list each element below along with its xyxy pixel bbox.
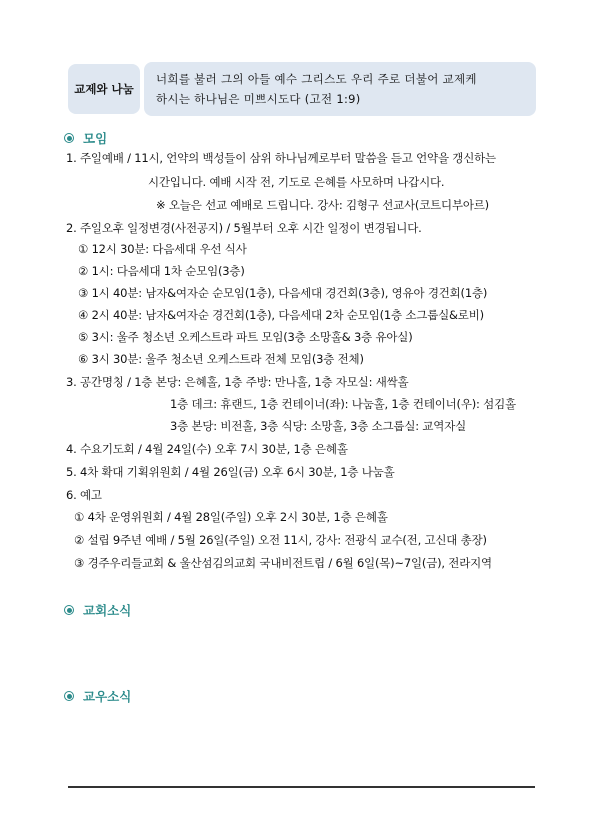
announcement-line: ① 4차 운영위원회 / 4월 28일(주일) 오후 2시 30분, 1층 은혜홀 [74, 510, 388, 524]
announcement-line: 3. 공간명칭 / 1층 본당: 은혜홀, 1층 주방: 만나홀, 1층 자모실: 새싹홀 [66, 375, 409, 389]
section-heading-meeting [64, 128, 107, 148]
bullet-circle-icon [64, 605, 74, 615]
announcement-line: ④ 2시 40분: 남자&여자순 경건회(1층), 다음세대 2차 순모임(1층 소그룹실&로비) [78, 308, 484, 322]
announcement-line: 6. 예고 [66, 488, 102, 502]
announcement-line: ⑥ 3시 30분: 울주 청소년 오케스트라 전체 모임(3층 전체) [78, 352, 364, 366]
section-heading-church-news [64, 600, 131, 620]
announcement-line: 1층 데크: 휴랜드, 1층 컨테이너(좌): 나눔홀, 1층 컨테이너(우): 섬김홀 [170, 397, 516, 411]
announcement-line: 1. 주일예배 / 11시, 언약의 백성들이 삼위 하나님께로부터 말씀을 듣고 언약을 갱신하는 [66, 151, 496, 165]
announcement-line: ※ 오늘은 선교 예배로 드립니다. 강사: 김형구 선교사(코트디부아르) [156, 198, 489, 212]
announcement-line: ② 설립 9주년 예배 / 5월 26일(주일) 오전 11시, 강사: 전광식 교수(전, 고신대 총장) [74, 533, 487, 547]
announcement-line: 시간입니다. 예배 시작 전, 기도로 은혜를 사모하며 나갑시다. [148, 175, 445, 189]
announcement-line: 5. 4차 확대 기획위원회 / 4월 26일(금) 오후 6시 30분, 1층 나눔홀 [66, 465, 395, 479]
verse-line-1: 너희를 불러 그의 아들 예수 그리스도 우리 주로 더불어 교제케 [156, 72, 477, 86]
announcement-line: ③ 경주우리들교회 & 울산섬김의교회 국내비전트립 / 6월 6일(목)~7일(금), 전라지역 [74, 556, 492, 570]
bottom-divider [68, 786, 535, 788]
announcement-line: ① 12시 30분: 다음세대 우선 식사 [78, 242, 247, 256]
section-tag-box [68, 64, 140, 114]
section-title: 교우소식 [83, 689, 132, 704]
announcement-line: ② 1시: 다음세대 1차 순모임(3층) [78, 264, 245, 278]
section-title: 교회소식 [83, 603, 132, 618]
section-title: 모임 [83, 131, 108, 146]
announcement-line: ⑤ 3시: 울주 청소년 오케스트라 파트 모임(3층 소망홀& 3층 유아실) [78, 330, 413, 344]
section-tag: 교제와 나눔 [74, 82, 134, 96]
announcement-line: 3층 본당: 비전홀, 3층 식당: 소망홀, 3층 소그룹실: 교역자실 [170, 419, 467, 433]
verse-line-2: 하시는 하나님은 미쁘시도다 (고전 1:9) [156, 92, 361, 106]
bullet-circle-icon [64, 691, 74, 701]
section-heading-member-news [64, 686, 131, 706]
announcement-line: 4. 수요기도회 / 4월 24일(수) 오후 7시 30분, 1층 은혜홀 [66, 442, 348, 456]
announcement-line: 2. 주일오후 일정변경(사전공지) / 5월부터 오후 시간 일정이 변경됩니다. [66, 221, 422, 235]
bullet-circle-icon [64, 133, 74, 143]
bible-verse-box [144, 62, 536, 116]
announcement-line: ③ 1시 40분: 남자&여자순 순모임(1층), 다음세대 경건회(3층), 영유아 경건회(1층) [78, 286, 488, 300]
